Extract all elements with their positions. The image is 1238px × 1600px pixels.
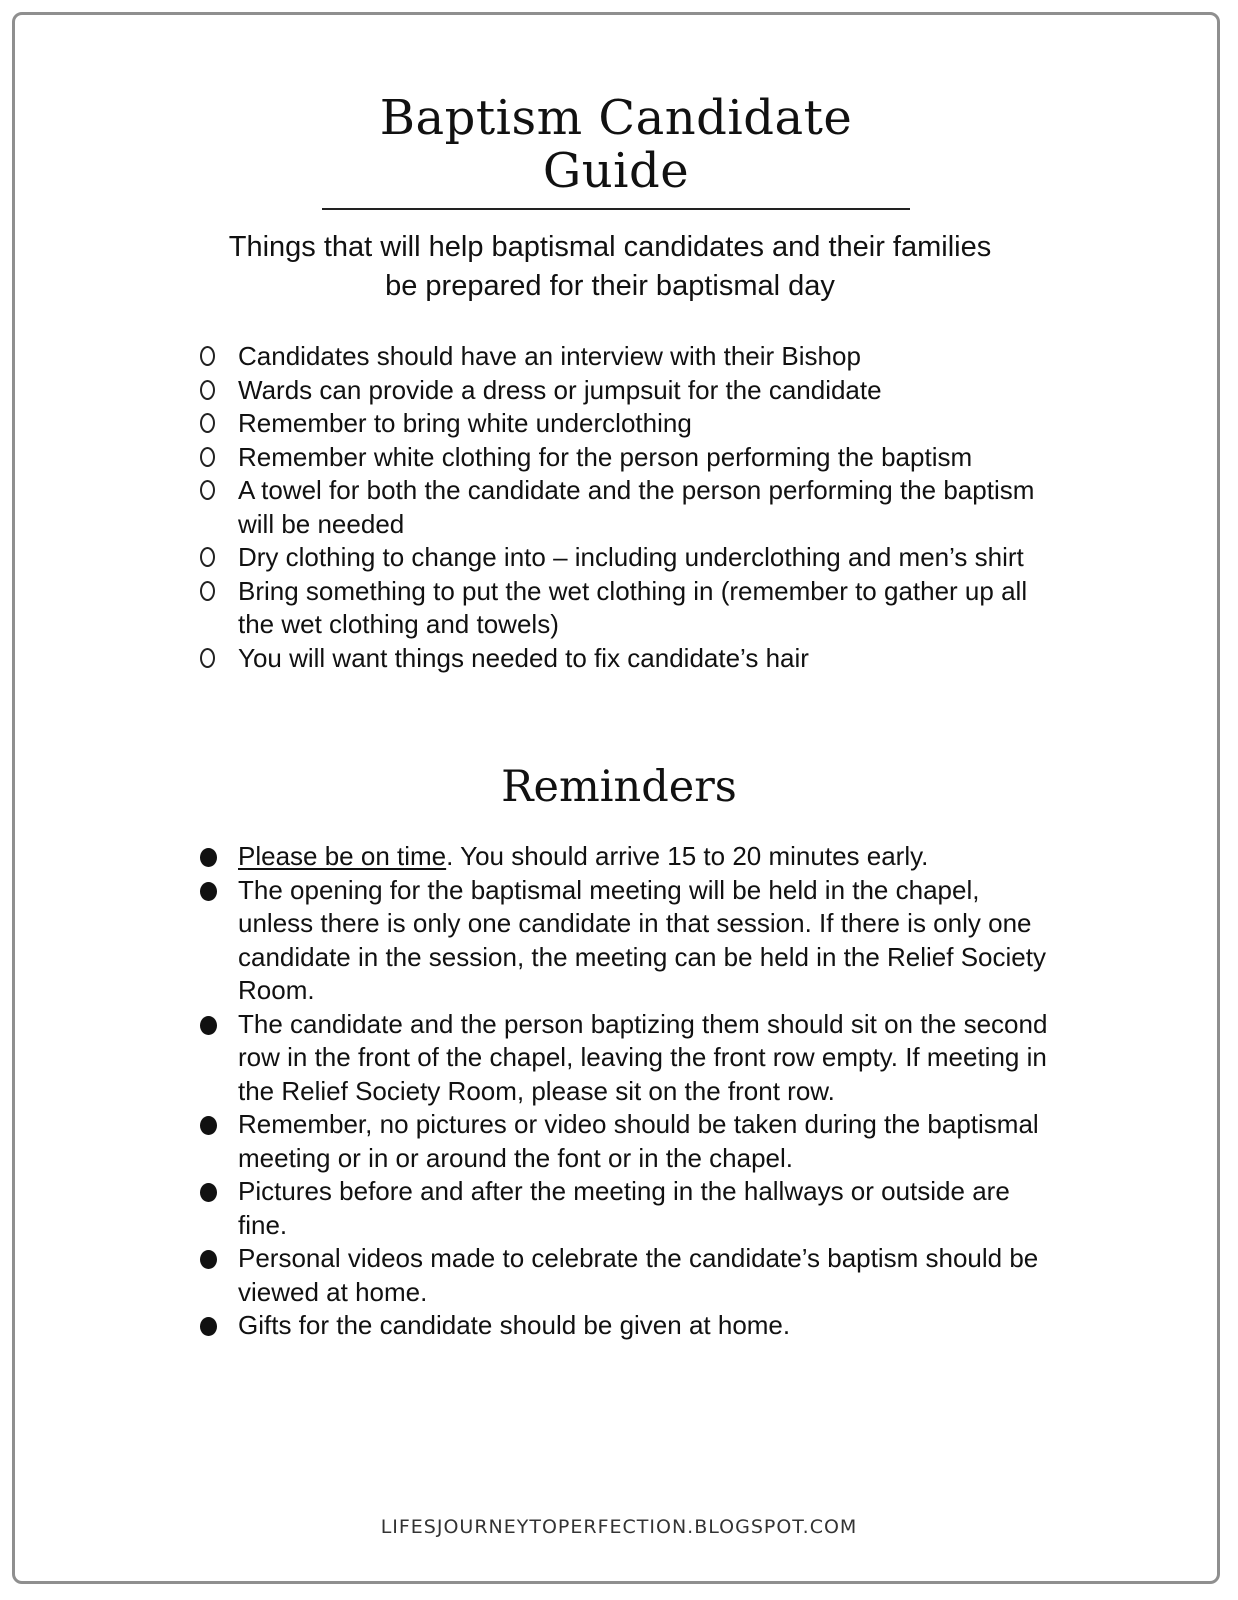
empty-circle-icon bbox=[200, 413, 215, 433]
filled-circle-icon bbox=[200, 1183, 217, 1202]
reminder-emphasis: Please be on time bbox=[238, 841, 447, 871]
reminder-item bbox=[200, 874, 1060, 1008]
reminders-heading: Reminders bbox=[501, 762, 737, 812]
empty-circle-icon bbox=[200, 380, 215, 400]
empty-circle-icon bbox=[200, 547, 215, 567]
checklist-item-text: A towel for both the candidate and the person performing the baptism will be needed bbox=[238, 475, 1035, 539]
reminder-item-text: Pictures before and after the meeting in the hallways or outside are fine. bbox=[238, 1176, 1010, 1240]
reminder-item-text: Personal videos made to celebrate the candidate’s baptism should be viewed at home. bbox=[238, 1243, 1039, 1307]
intro-text bbox=[150, 228, 1070, 306]
reminder-item bbox=[200, 1242, 1060, 1309]
reminder-item bbox=[200, 840, 1060, 874]
empty-circle-icon bbox=[200, 346, 215, 366]
reminder-item-text: Gifts for the candidate should be given at home. bbox=[238, 1310, 791, 1340]
reminder-item-text: Remember, no pictures or video should be taken during the baptismal meeting or in or around the font or in the chapel. bbox=[238, 1109, 1039, 1173]
empty-circle-icon bbox=[200, 447, 215, 467]
checklist-item bbox=[200, 575, 1060, 642]
reminder-item bbox=[200, 1008, 1060, 1109]
page-title: Baptism Candidate Guide bbox=[322, 92, 910, 210]
checklist-item bbox=[200, 642, 1060, 676]
checklist-item-text: Wards can provide a dress or jumpsuit for the candidate bbox=[238, 374, 882, 405]
title-block bbox=[322, 92, 910, 210]
reminder-item-text: . You should arrive 15 to 20 minutes early. bbox=[446, 841, 929, 871]
empty-circle-icon bbox=[200, 480, 215, 500]
reminders-list bbox=[200, 840, 1060, 1343]
empty-circle-icon bbox=[200, 648, 215, 668]
checklist-item bbox=[200, 441, 1060, 475]
reminder-item-text: The opening for the baptismal meeting will be held in the chapel, unless there is only one candidate in that session. If there is only one candidate in the session, the meeting can be held in the Relief Society Room. bbox=[238, 874, 1046, 1005]
intro-line-2: be prepared for their baptismal day bbox=[385, 270, 835, 302]
filled-circle-icon bbox=[200, 1016, 217, 1035]
checklist-item-text: Candidates should have an interview with their Bishop bbox=[238, 341, 861, 371]
checklist-item bbox=[200, 474, 1060, 541]
checklist-item-text: Remember to bring white underclothing bbox=[238, 408, 692, 438]
footer-url: LIFESJOURNEYTOPERFECTION.BLOGSPOT.COM bbox=[380, 1516, 858, 1538]
reminder-item bbox=[200, 1108, 1060, 1175]
checklist-item bbox=[200, 407, 1060, 441]
checklist-item bbox=[200, 374, 1060, 408]
checklist-item-text: Remember white clothing for the person performing the baptism bbox=[238, 441, 973, 472]
intro-line-1: Things that will help baptismal candidates and their families bbox=[228, 231, 992, 263]
filled-circle-icon bbox=[200, 848, 217, 867]
checklist-item bbox=[200, 541, 1060, 575]
filled-circle-icon bbox=[200, 1317, 217, 1336]
filled-circle-icon bbox=[200, 882, 217, 901]
checklist-item-text: Dry clothing to change into – including underclothing and men’s shirt bbox=[238, 542, 1024, 572]
checklist-item bbox=[200, 340, 1060, 374]
filled-circle-icon bbox=[200, 1116, 217, 1135]
reminder-item-text: The candidate and the person baptizing them should sit on the second row in the front of the chapel, leaving the front row empty. If meeting in the Relief Society Room, please sit on the front row. bbox=[238, 1008, 1048, 1106]
reminder-item bbox=[200, 1175, 1060, 1242]
filled-circle-icon bbox=[200, 1250, 217, 1269]
reminder-item bbox=[200, 1309, 1060, 1343]
checklist bbox=[200, 340, 1060, 675]
checklist-item-text: Bring something to put the wet clothing in (remember to gather up all the wet clothing and towels) bbox=[238, 575, 1028, 639]
empty-circle-icon bbox=[200, 581, 215, 601]
checklist-item-text: You will want things needed to fix candidate’s hair bbox=[238, 642, 809, 673]
